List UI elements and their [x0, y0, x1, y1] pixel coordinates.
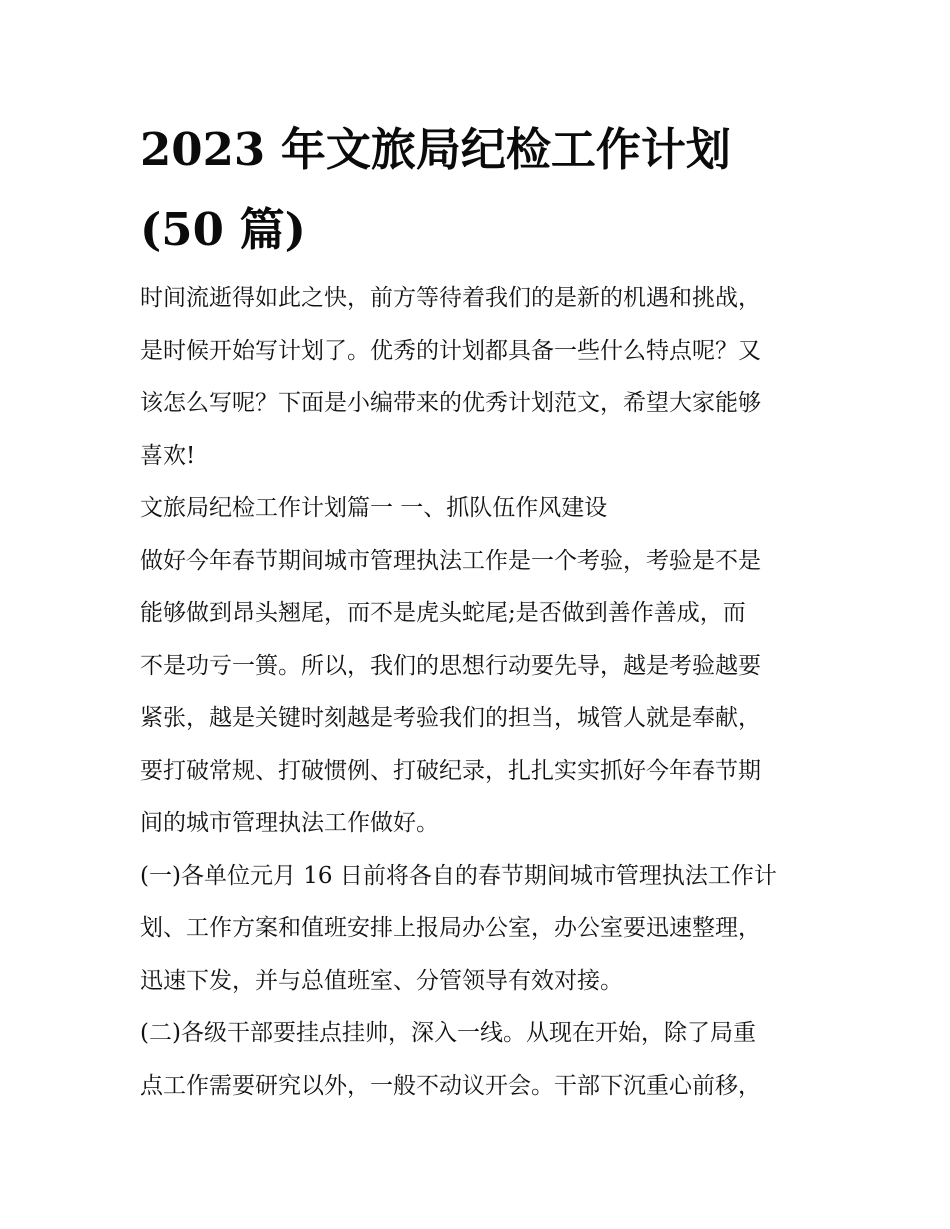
body-line: (二)各级干部要挂点挂帅，深入一线。从现在开始，除了局重 — [140, 1020, 756, 1046]
body-line: 紧张，越是关键时刻越是考验我们的担当，城管人就是奉献， — [140, 705, 761, 731]
document-body — [140, 272, 820, 1112]
title-line-2: (50 篇) — [140, 203, 306, 256]
body-line: 不是功亏一篑。所以，我们的思想行动要先导，越是考验越要 — [140, 652, 761, 679]
body-line: 时间流逝得如此之快，前方等待着我们的是新的机遇和挑战， — [140, 285, 761, 311]
title-line-1: 2023 年文旅局纪检工作计划 — [140, 123, 731, 176]
body-line: 做好今年春节期间城市管理执法工作是一个考验，考验是不是 — [140, 547, 761, 574]
body-line: 喜欢! — [140, 442, 196, 469]
section-heading-line: 文旅局纪检工作计划篇一 一、抓队伍作风建设 — [140, 495, 608, 521]
body-line: 该怎么写呢？下面是小编带来的优秀计划范文，希望大家能够 — [140, 390, 761, 416]
body-line: (一)各单位元月 16 日前将各自的春节期间城市管理执法工作计 — [140, 862, 777, 889]
body-line: 点工作需要研究以外，一般不动议开会。干部下沉重心前移， — [140, 1072, 761, 1099]
body-line: 是时候开始写计划了。优秀的计划都具备一些什么特点呢？又 — [140, 337, 761, 364]
body-line: 划、工作方案和值班安排上报局办公室，办公室要迅速整理， — [140, 915, 761, 941]
body-line: 间的城市管理执法工作做好。 — [140, 810, 439, 836]
body-line: 迅速下发，并与总值班室、分管领导有效对接。 — [140, 967, 623, 994]
body-line: 能够做到昂头翘尾，而不是虎头蛇尾;是否做到善作善成，而 — [140, 600, 746, 626]
document-title — [140, 110, 820, 270]
body-line: 要打破常规、打破惯例、打破纪录，扎扎实实抓好今年春节期 — [140, 757, 761, 784]
